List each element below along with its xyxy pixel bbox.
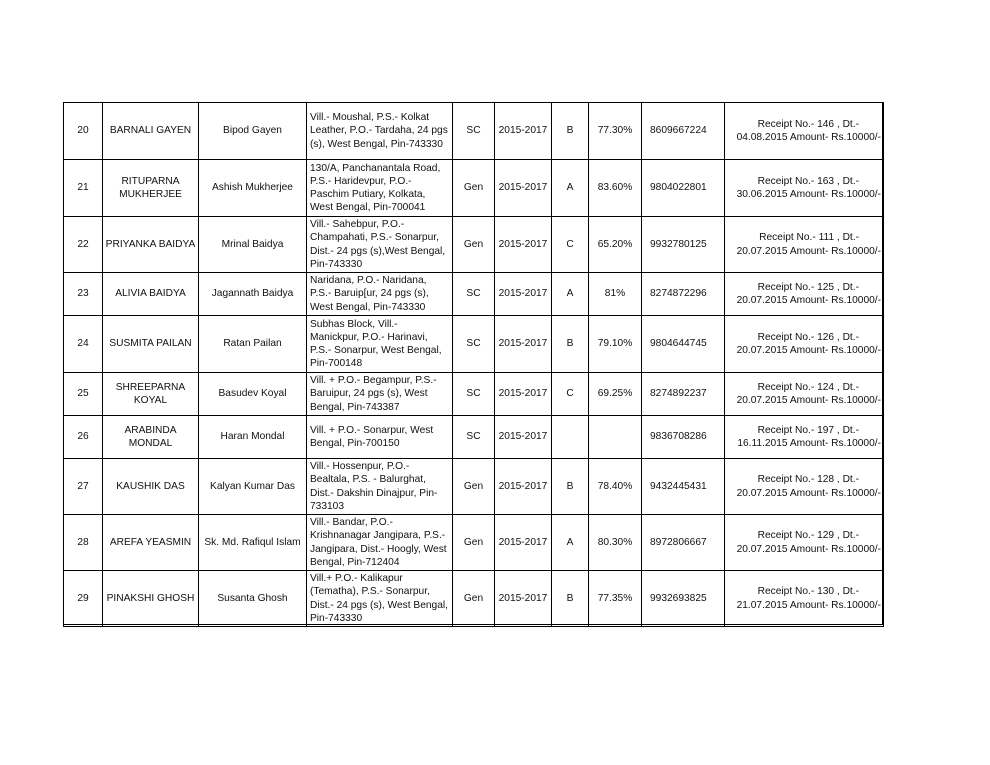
guardian-name-cell: Basudev Koyal xyxy=(199,373,307,416)
serial-number-cell: 23 xyxy=(64,273,103,316)
grade-cell: B xyxy=(552,571,589,627)
phone-number-cell: 8972806667 xyxy=(642,515,725,571)
address-cell: 130/A, Panchanantala Road, P.S.- Haridevpur, P.O.- Paschim Putiary, Kolkata, West Bengal, Pin-700041 xyxy=(307,160,453,217)
session-cell: 2015-2017 xyxy=(495,103,552,160)
guardian-name-cell: Sk. Md. Rafiqul Islam xyxy=(199,515,307,571)
grade-cell: C xyxy=(552,373,589,416)
receipt-cell xyxy=(725,316,884,373)
phone-number-cell: 8274892237 xyxy=(642,373,725,416)
grade-cell xyxy=(552,416,589,459)
serial-number-cell: 24 xyxy=(64,316,103,373)
phone-number-cell: 8274872296 xyxy=(642,273,725,316)
student-name-cell: ARABINDA MONDAL xyxy=(103,416,199,459)
session-cell: 2015-2017 xyxy=(495,373,552,416)
receipt-number-line: Receipt No.- 129 , Dt.- xyxy=(757,530,859,542)
student-records-table xyxy=(63,102,884,627)
guardian-name-cell: Haran Mondal xyxy=(199,416,307,459)
percentage-cell: 77.30% xyxy=(589,103,642,160)
student-name-cell: AREFA YEASMIN xyxy=(103,515,199,571)
grade-cell: C xyxy=(552,217,589,273)
grade-cell: A xyxy=(552,160,589,217)
percentage-cell: 83.60% xyxy=(589,160,642,217)
category-cell: SC xyxy=(453,103,495,160)
guardian-name-cell: Bipod Gayen xyxy=(199,103,307,160)
phone-number-cell: 9804022801 xyxy=(642,160,725,217)
table-row xyxy=(64,316,884,373)
phone-number-cell: 9932693825 xyxy=(642,571,725,627)
serial-number-cell: 20 xyxy=(64,103,103,160)
category-cell: SC xyxy=(453,416,495,459)
address-cell: Vill.+ P.O.- Kalikapur (Tematha), P.S.- Sonarpur, Dist.- 24 pgs (s), West Bengal, Pin-743330 xyxy=(307,571,453,627)
receipt-date-amount-line: 20.07.2015 Amount- Rs.10000/- xyxy=(736,245,881,257)
session-cell: 2015-2017 xyxy=(495,160,552,217)
receipt-number-line: Receipt No.- 111 , Dt.- xyxy=(759,232,859,244)
serial-number-cell: 28 xyxy=(64,515,103,571)
phone-number-cell: 8609667224 xyxy=(642,103,725,160)
receipt-date-amount-line: 21.07.2015 Amount- Rs.10000/- xyxy=(736,599,881,611)
receipt-date-amount-line: 16.11.2015 Amount- Rs.10000/- xyxy=(737,438,881,449)
receipt-cell xyxy=(725,103,884,160)
receipt-cell xyxy=(725,515,884,571)
receipt-cell xyxy=(725,217,884,273)
address-cell: Vill.- Bandar, P.O.- Krishnanagar Jangipara, P.S.- Jangipara, Dist.- Hoogly, West Bengal, Pin-712404 xyxy=(307,515,453,571)
session-cell: 2015-2017 xyxy=(495,515,552,571)
serial-number-cell: 29 xyxy=(64,571,103,627)
category-cell: SC xyxy=(453,273,495,316)
table-body xyxy=(64,103,884,627)
serial-number-cell: 22 xyxy=(64,217,103,273)
table-row xyxy=(64,160,884,217)
student-name-cell: SHREEPARNA KOYAL xyxy=(103,373,199,416)
receipt-date-amount-line: 20.07.2015 Amount- Rs.10000/- xyxy=(736,345,881,356)
receipt-number-line: Receipt No.- 128 , Dt.- xyxy=(757,474,859,486)
receipt-date-amount-line: 20.07.2015 Amount- Rs.10000/- xyxy=(736,295,881,306)
receipt-number-line: Receipt No.- 146 , Dt.- xyxy=(757,118,859,130)
percentage-cell: 78.40% xyxy=(589,459,642,515)
guardian-name-cell: Susanta Ghosh xyxy=(199,571,307,627)
table-row xyxy=(64,103,884,160)
receipt-number-line: Receipt No.- 130 , Dt.- xyxy=(757,586,859,598)
session-cell: 2015-2017 xyxy=(495,316,552,373)
table-row xyxy=(64,459,884,515)
student-name-cell: ALIVIA BAIDYA xyxy=(103,273,199,316)
receipt-cell xyxy=(725,160,884,217)
percentage-cell: 77.35% xyxy=(589,571,642,627)
grade-cell: A xyxy=(552,273,589,316)
address-cell: Vill.- Moushal, P.S.- Kolkat Leather, P.O.- Tardaha, 24 pgs (s), West Bengal, Pin-743330 xyxy=(307,103,453,160)
category-cell: Gen xyxy=(453,217,495,273)
table-row xyxy=(64,571,884,627)
table-row xyxy=(64,515,884,571)
session-cell: 2015-2017 xyxy=(495,217,552,273)
percentage-cell: 80.30% xyxy=(589,515,642,571)
phone-number-cell: 9836708286 xyxy=(642,416,725,459)
receipt-number-line: Receipt No.- 125 , Dt.- xyxy=(757,281,859,293)
session-cell: 2015-2017 xyxy=(495,416,552,459)
receipt-date-amount-line: 20.07.2015 Amount- Rs.10000/- xyxy=(736,487,881,499)
serial-number-cell: 21 xyxy=(64,160,103,217)
address-cell: Naridana, P.O.- Naridana, P.S.- Baruip[ur, 24 pgs (s), West Bengal, Pin-743330 xyxy=(307,273,453,316)
receipt-number-line: Receipt No.- 163 , Dt.- xyxy=(757,175,859,187)
category-cell: Gen xyxy=(453,459,495,515)
category-cell: SC xyxy=(453,316,495,373)
table-row xyxy=(64,273,884,316)
serial-number-cell: 27 xyxy=(64,459,103,515)
category-cell: Gen xyxy=(453,160,495,217)
guardian-name-cell: Jagannath Baidya xyxy=(199,273,307,316)
receipt-number-line: Receipt No.- 126 , Dt.- xyxy=(757,331,859,343)
percentage-cell: 65.20% xyxy=(589,217,642,273)
grade-cell: A xyxy=(552,515,589,571)
receipt-number-line: Receipt No.- 124 , Dt.- xyxy=(757,381,859,393)
category-cell: Gen xyxy=(453,571,495,627)
receipt-date-amount-line: 20.07.2015 Amount- Rs.10000/- xyxy=(736,543,881,555)
category-cell: SC xyxy=(453,373,495,416)
table-row xyxy=(64,373,884,416)
receipt-cell xyxy=(725,459,884,515)
receipt-date-amount-line: 04.08.2015 Amount- Rs.10000/- xyxy=(736,132,881,143)
receipt-cell xyxy=(725,273,884,316)
address-cell: Vill.- Sahebpur, P.O.- Champahati, P.S.- Sonarpur, Dist.- 24 pgs (s),West Bengal, Pin-743330 xyxy=(307,217,453,273)
percentage-cell: 81% xyxy=(589,273,642,316)
receipt-date-amount-line: 20.07.2015 Amount- Rs.10000/- xyxy=(736,395,881,406)
student-name-cell: BARNALI GAYEN xyxy=(103,103,199,160)
address-cell: Subhas Block, Vill.- Manickpur, P.O.- Harinavi, P.S.- Sonarpur, West Bengal, Pin-700148 xyxy=(307,316,453,373)
guardian-name-cell: Ratan Pailan xyxy=(199,316,307,373)
serial-number-cell: 26 xyxy=(64,416,103,459)
category-cell: Gen xyxy=(453,515,495,571)
address-cell: Vill. + P.O.- Begampur, P.S.- Baruipur, 24 pgs (s), West Bengal, Pin-743387 xyxy=(307,373,453,416)
table-row xyxy=(64,217,884,273)
percentage-cell xyxy=(589,416,642,459)
session-cell: 2015-2017 xyxy=(495,459,552,515)
student-name-cell: RITUPARNA MUKHERJEE xyxy=(103,160,199,217)
receipt-cell xyxy=(725,373,884,416)
phone-number-cell: 9932780125 xyxy=(642,217,725,273)
grade-cell: B xyxy=(552,459,589,515)
session-cell: 2015-2017 xyxy=(495,571,552,627)
student-name-cell: KAUSHIK DAS xyxy=(103,459,199,515)
address-cell: Vill. + P.O.- Sonarpur, West Bengal, Pin-700150 xyxy=(307,416,453,459)
student-name-cell: PRIYANKA BAIDYA xyxy=(103,217,199,273)
percentage-cell: 79.10% xyxy=(589,316,642,373)
student-name-cell: SUSMITA PAILAN xyxy=(103,316,199,373)
grade-cell: B xyxy=(552,316,589,373)
grade-cell: B xyxy=(552,103,589,160)
phone-number-cell: 9432445431 xyxy=(642,459,725,515)
receipt-cell xyxy=(725,416,884,459)
guardian-name-cell: Kalyan Kumar Das xyxy=(199,459,307,515)
session-cell: 2015-2017 xyxy=(495,273,552,316)
serial-number-cell: 25 xyxy=(64,373,103,416)
receipt-date-amount-line: 30.06.2015 Amount- Rs.10000/- xyxy=(736,189,881,200)
student-name-cell: PINAKSHI GHOSH xyxy=(103,571,199,627)
percentage-cell: 69.25% xyxy=(589,373,642,416)
address-cell: Vill.- Hossenpur, P.O.- Bealtala, P.S. - Balurghat, Dist.- Dakshin Dinajpur, Pin-733103 xyxy=(307,459,453,515)
phone-number-cell: 9804644745 xyxy=(642,316,725,373)
table-row xyxy=(64,416,884,459)
guardian-name-cell: Ashish Mukherjee xyxy=(199,160,307,217)
receipt-number-line: Receipt No.- 197 , Dt.- xyxy=(757,424,859,436)
receipt-cell xyxy=(725,571,884,627)
guardian-name-cell: Mrinal Baidya xyxy=(199,217,307,273)
